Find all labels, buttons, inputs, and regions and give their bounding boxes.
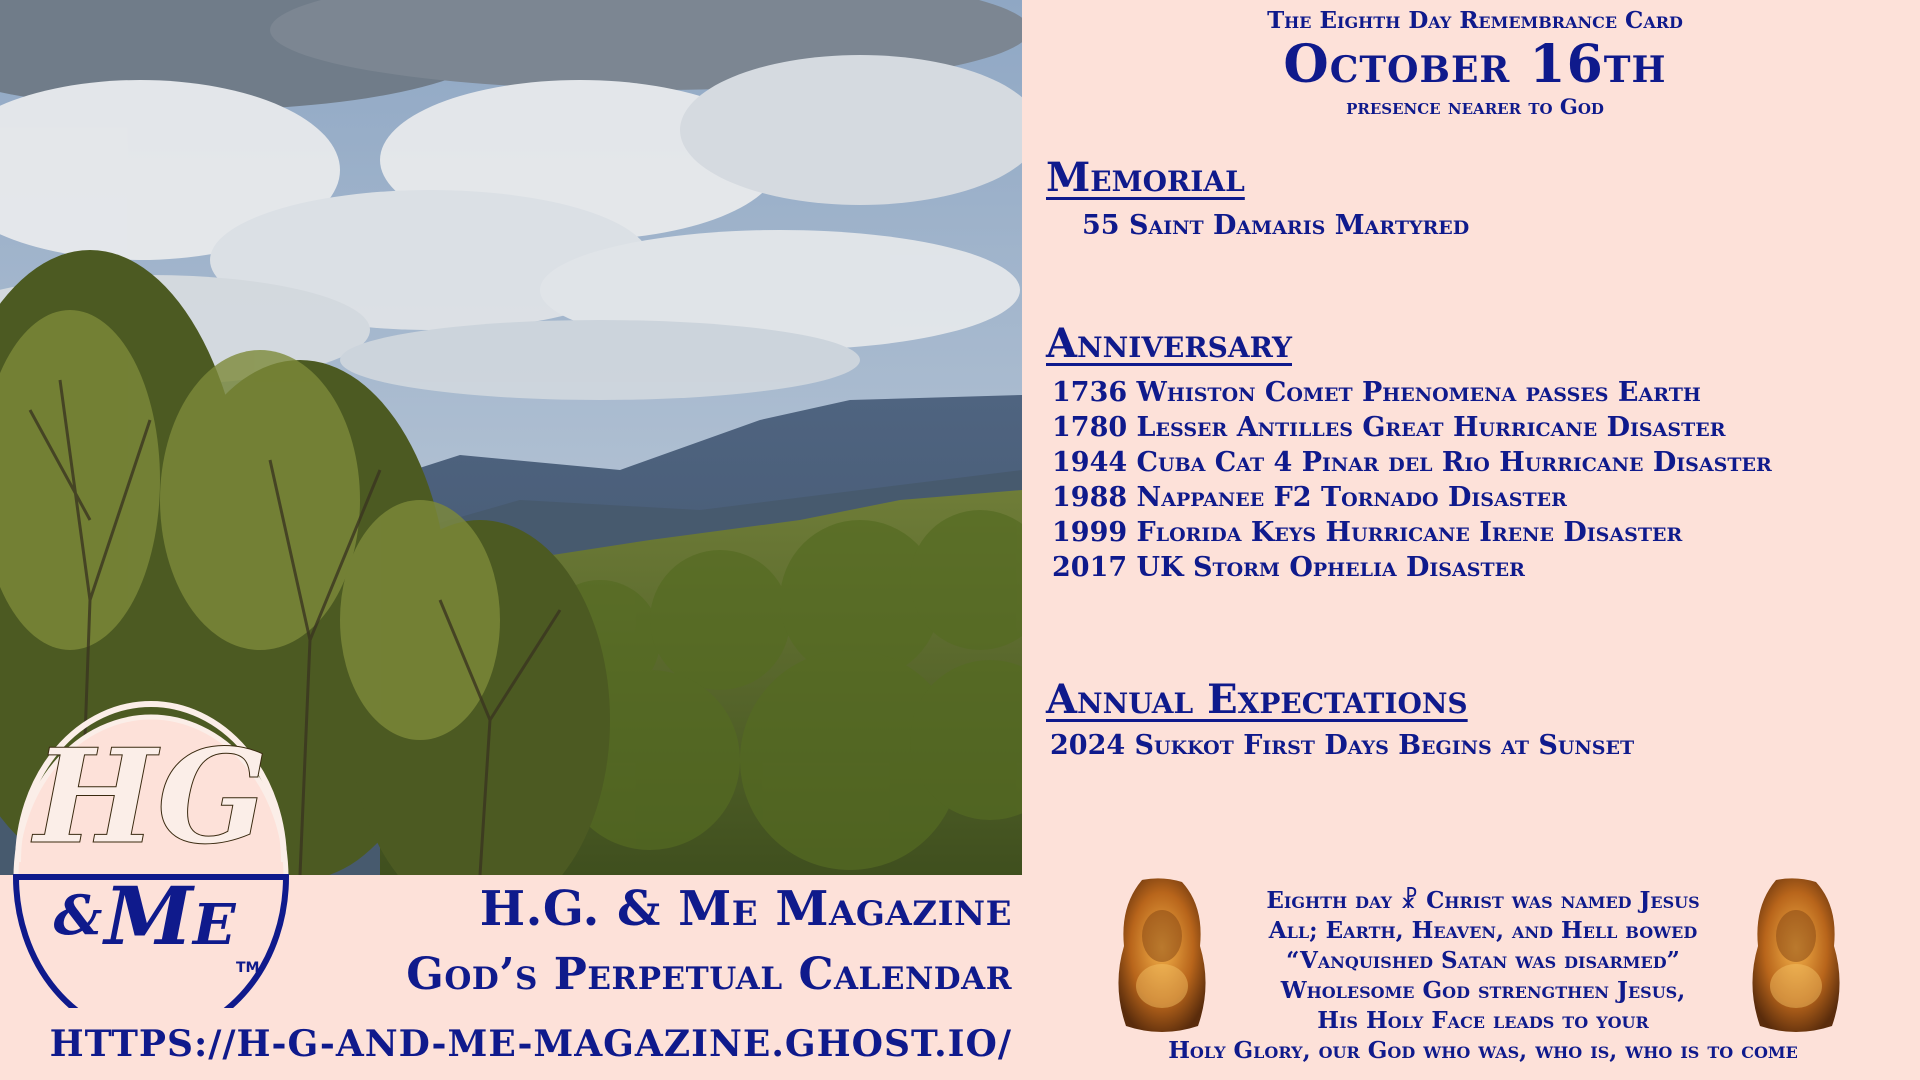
anniversary-entry: 1736 Whiston Comet Phenomena passes Earth xyxy=(1052,377,1701,408)
prayer-line: All; Earth, Heaven, and Hell bowed xyxy=(1268,917,1698,944)
logo-trademark: TM xyxy=(236,960,260,976)
prayer-line: “Vanquished Satan was disarmed” xyxy=(1286,947,1680,974)
card-kicker: The Eighth Day Remembrance Card xyxy=(1267,7,1683,34)
anniversary-entry: 1780 Lesser Antilles Great Hurricane Disaster xyxy=(1052,412,1726,443)
prayer-line: Holy Glory, our God who was, who is, who is to come xyxy=(1168,1037,1798,1064)
anniversary-entry: 1988 Nappanee F2 Tornado Disaster xyxy=(1052,482,1567,513)
expectations-heading: Annual Expectations xyxy=(1046,676,1468,723)
anniversary-entry: 2017 UK Storm Ophelia Disaster xyxy=(1052,552,1525,583)
card-date: October 16th xyxy=(1283,34,1667,95)
anniversary-entry: 1944 Cuba Cat 4 Pinar del Rio Hurricane Disaster xyxy=(1052,447,1772,478)
logo-me: Me xyxy=(104,869,236,963)
memorial-heading: Memorial xyxy=(1046,154,1245,201)
expectations-entry: 2024 Sukkot First Days Begins at Sunset xyxy=(1050,730,1635,761)
logo-letters: HG xyxy=(34,720,268,873)
anniversary-list xyxy=(1052,375,1772,585)
expectations-list xyxy=(1050,728,1634,763)
memorial-list xyxy=(1082,208,1469,243)
logo-ampersand: & xyxy=(53,883,103,947)
anniversary-heading: Anniversary xyxy=(1046,320,1292,367)
memorial-entry: 55 Saint Damaris Martyred xyxy=(1082,210,1470,241)
magazine-url-link[interactable]: HTTPS://H-G-AND-ME-MAGAZINE.GHOST.IO/ xyxy=(49,1023,1012,1065)
anniversary-entry: 1999 Florida Keys Hurricane Irene Disaster xyxy=(1052,517,1683,548)
prayer-line: Wholesome God strengthen Jesus, xyxy=(1280,977,1686,1004)
calendar-title: God’s Perpetual Calendar xyxy=(406,949,1012,1000)
card-subtitle: presence nearer to God xyxy=(1346,94,1604,119)
chi-rho-icon: ☧ xyxy=(1400,888,1419,914)
prayer-line: His Holy Face leads to your xyxy=(1317,1007,1649,1034)
prayer-line: Eighth day ☧ Christ was named Jesus xyxy=(1266,887,1700,914)
eighth-day-prayer xyxy=(1098,886,1868,1066)
card-header xyxy=(1030,6,1920,120)
magazine-title: H.G. & Me Magazine xyxy=(479,881,1012,937)
